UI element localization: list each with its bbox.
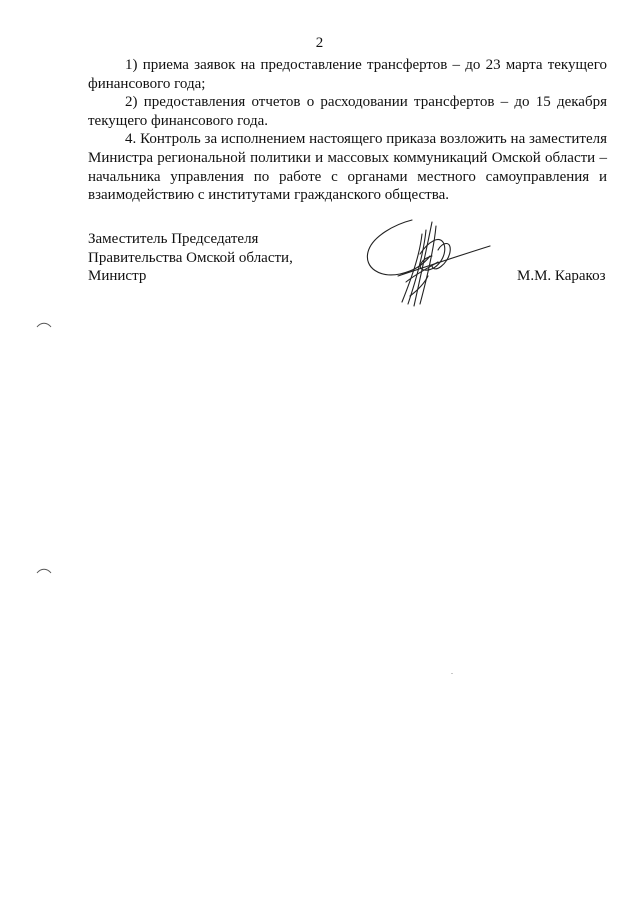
- paragraph-control: 4. Контроль за исполнением настоящего приказа возложить на заместителя Министра региональной политики и массовых коммуникаций Омской области – начальника управления по работе с органами местного самоуправления и взаимодействию с институтами гражданского общества.: [88, 131, 607, 204]
- handwritten-signature: [362, 212, 494, 310]
- signature-block: [88, 230, 293, 286]
- signer-name: М.М. Каракоз: [517, 268, 606, 284]
- page-number: 2: [315, 35, 324, 51]
- position-line: Заместитель Председателя: [88, 231, 259, 247]
- body-text: [88, 56, 607, 205]
- position-line: Министр: [88, 268, 147, 285]
- position-line: Правительства Омской области,: [88, 249, 293, 266]
- scan-speck: [451, 673, 453, 674]
- paragraph-deadline-reports: 2) предоставления отчетов о расходовании трансфертов – до 15 декабря текущего финансового года.: [88, 94, 607, 129]
- paragraph-deadline-applications: 1) приема заявок на предоставление трансфертов – до 23 марта текущего финансового года;: [88, 57, 607, 92]
- punch-mark-icon: [36, 322, 52, 328]
- punch-mark-icon: [36, 568, 52, 574]
